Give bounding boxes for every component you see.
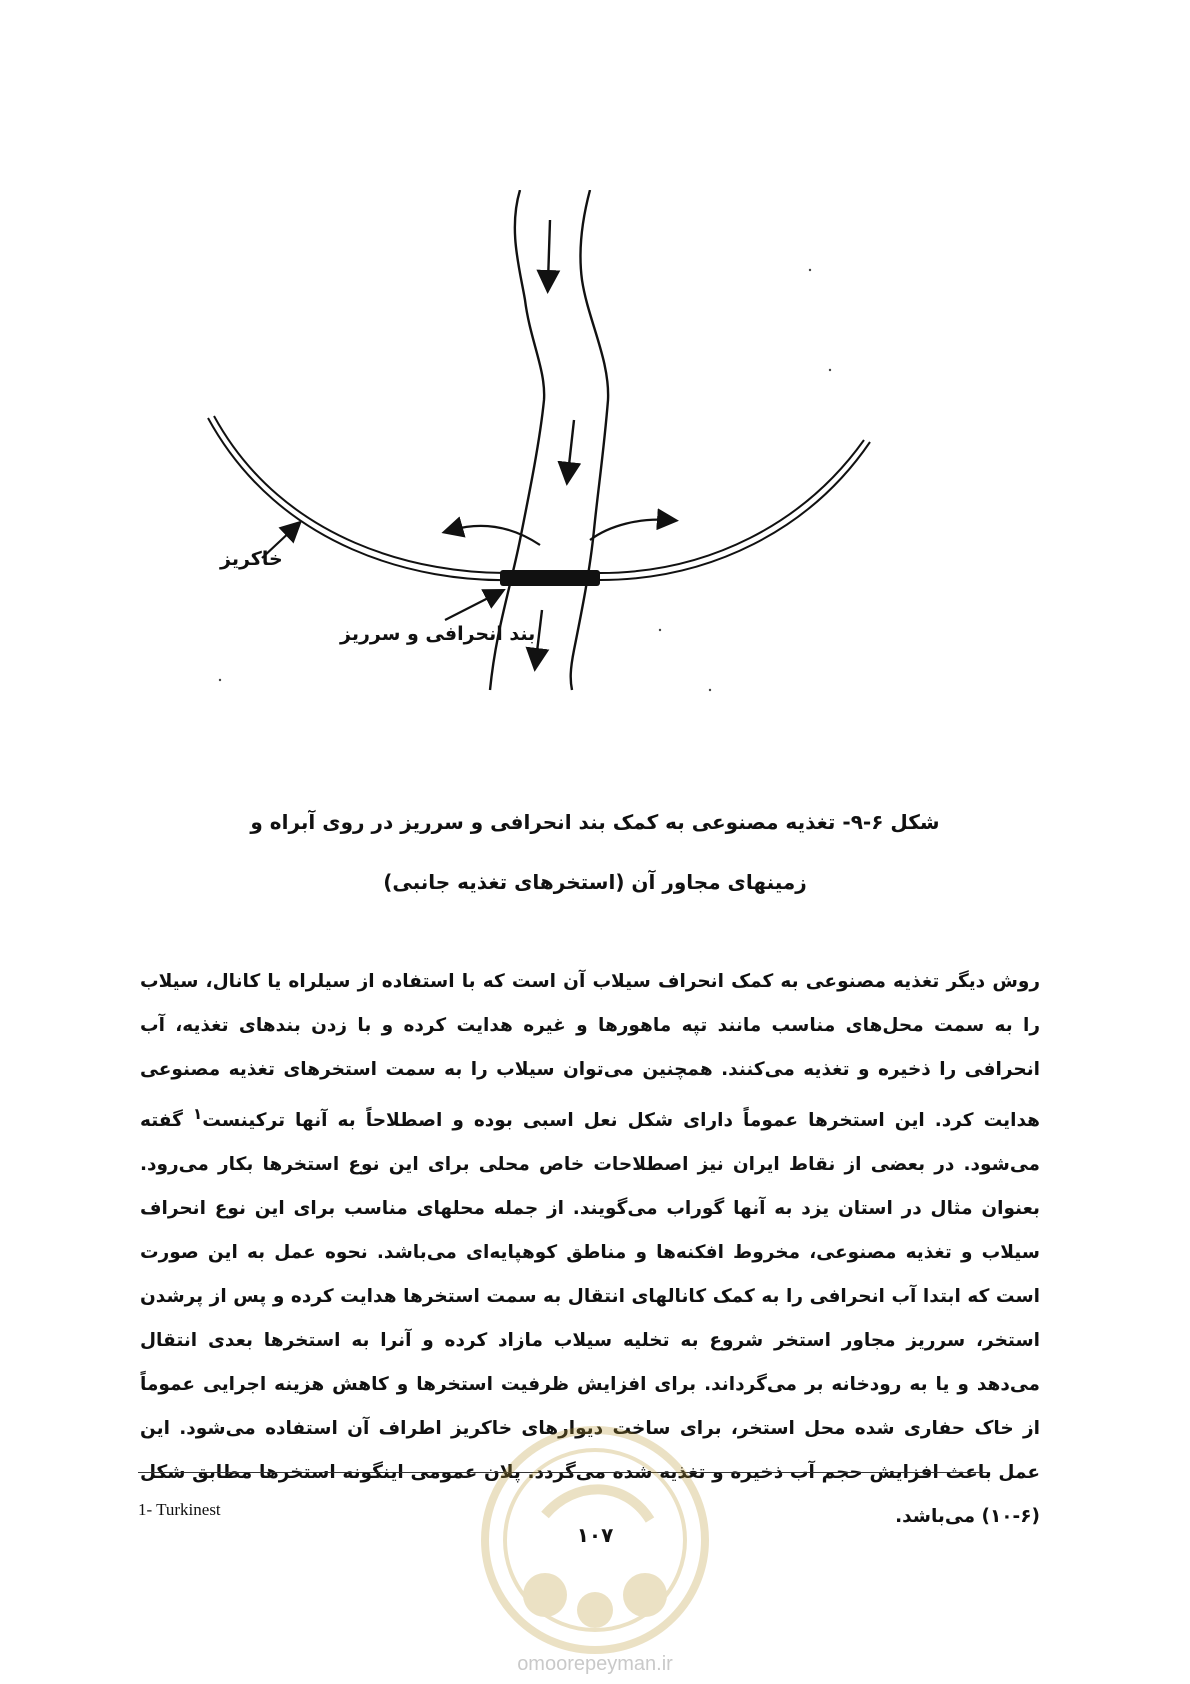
body-text-part-2: گفته می‌شود. در بعضی از نقاط ایران نیز اصطلاحات خاص محلی برای این نوع استخرها بکار می‌رود. بعنوان مثال در استان یزد به آنها گوراب می‌گویند. از جمله محلهای مناسب برای این نوع انحراف سیلاب و تغذیه مصنوعی، مخروط افکنه‌ها و مناطق کوهپایه‌ای می‌باشد. نحوه عمل به این صورت است که ابتدا آب انحرافی را به کمک کانالهای انتقال به سمت استخرها هدایت کرده و پس از پرشدن استخر، سرریز مجاور استخر شروع به تخلیه سیلاب مازاد کرده و آنرا به استخرها بعدی انتقال می‌دهد و یا به رودخانه بر می‌گرداند. برای افزایش ظرفیت استخرها و کاهش هزینه اجرایی عموماً از خاک حفاری شده محل استخر، برای ساخت دیوارهای خاکریز اطراف آن استفاده می‌شود. این عمل باعث افزایش حجم آب ذخیره و تغذیه شده می‌گردد. پلان عمومی اینگونه استخرها مطابق شکل (۶-۱۰) می‌باشد. (140, 1110, 1040, 1528)
figure-drawing (190, 190, 970, 770)
figure-caption-line-1: شکل ۶-۹- تغذیه مصنوعی به کمک بند انحرافی و سرریز در روی آبراه و (250, 810, 940, 834)
watermark-site: omoorepeyman.ir (517, 1653, 673, 1675)
weir-label: بند انحرافی و سرریز (340, 623, 536, 645)
figure-speck (219, 679, 221, 681)
stream-left-bank (490, 190, 544, 690)
flow-arrow-top (548, 220, 550, 282)
figure-speck (709, 689, 711, 691)
figure-speck (829, 369, 831, 371)
page-number: ۱۰۷ (576, 1523, 614, 1547)
diversion-arrow-left (452, 526, 540, 545)
figure-speck (659, 629, 661, 631)
figure-speck (809, 269, 811, 271)
footnote-text: 1- Turkinest (138, 1500, 221, 1519)
diversion-weir-figure (190, 190, 970, 770)
embankment-label: خاکریز (220, 548, 283, 570)
weir-block (500, 570, 600, 586)
weir-label-arrow (445, 594, 496, 620)
footnote-marker: ۱ (192, 1105, 203, 1123)
figure-caption-line-2: زمینهای مجاور آن (استخرهای تغذیه جانبی) (383, 870, 807, 894)
stream-right-bank (571, 190, 608, 690)
flow-arrow-middle (568, 420, 574, 474)
diversion-arrow-right (590, 520, 668, 540)
flow-arrow-bottom (536, 610, 542, 660)
body-text-part-1: روش دیگر تغذیه مصنوعی به کمک انحراف سیلاب آن است که با استفاده از سیلراه یا کانال، سیلاب را به سمت محل‌های مناسب مانند تپه ماهورها و غیره هدایت کرده و با زدن بندهای تغذیه، آب انحرافی را ذخیره و تغذیه می‌کنند. همچنین می‌توان سیلاب را به سمت استخرهای تغذیه مصنوعی هدایت کرد. این استخرها عموماً دارای شکل نعل اسبی بوده و اصطلاحاً به آنها ترکینست (140, 971, 1040, 1132)
